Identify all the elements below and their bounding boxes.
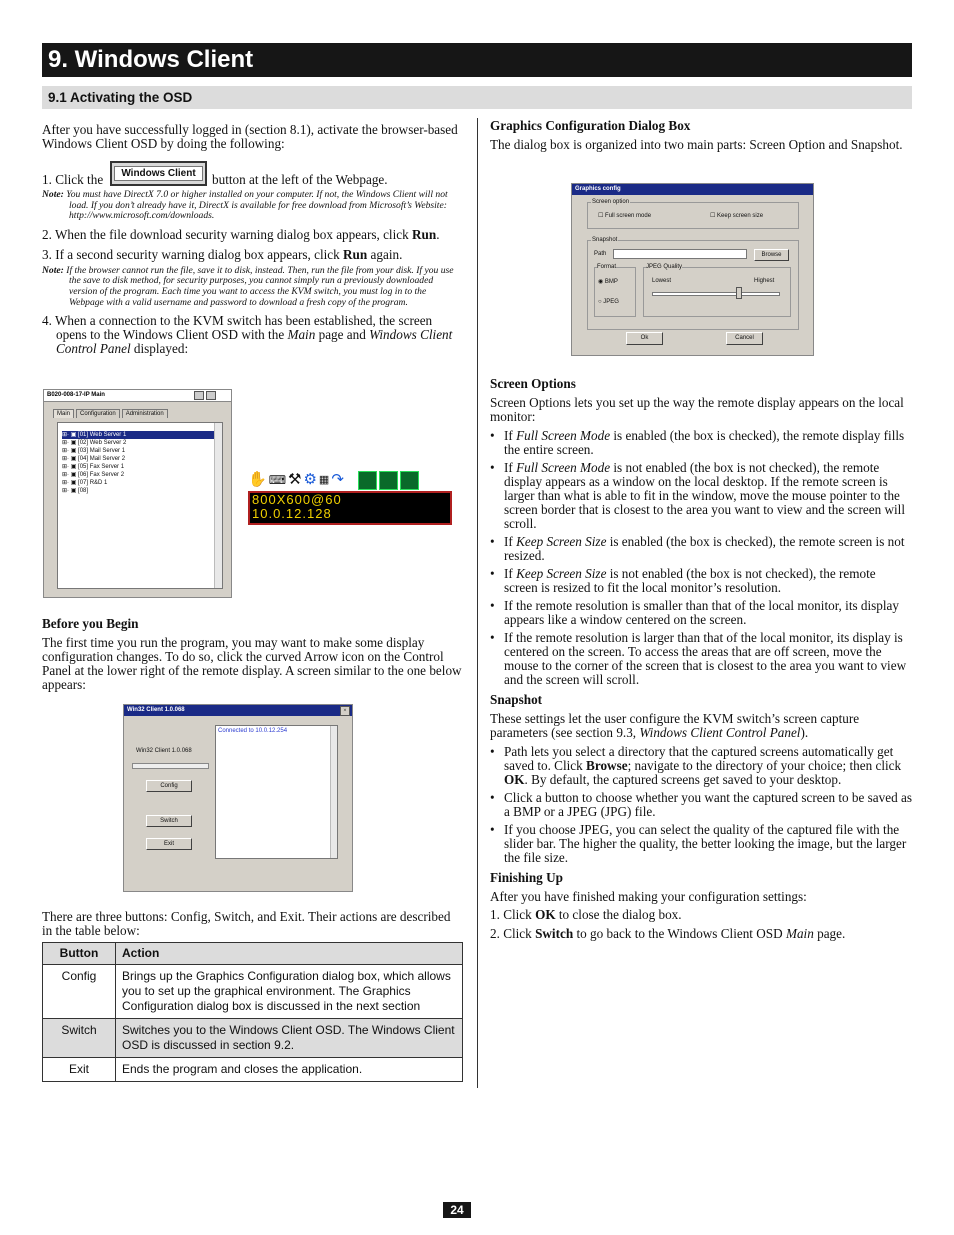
port-item[interactable]: ⊞· ▣ [04] Mail Server 2	[62, 456, 126, 462]
list-item: • If Keep Screen Size is not enabled (the box is not checked), the remote screen is resized to fit the local monitor’s resolution.	[490, 567, 912, 595]
note-2: Note: If the browser cannot run the file, save it to disk, instead. Then, run the file from your disk. If you use the save to disk method, for security purposes, you cannot simply run a previously downloaded version of the program. Each time you want to access the KVM switch, you must log in to the Webpage with a valid username and password to download a fresh copy of the program.	[42, 264, 454, 308]
close-icon[interactable]: ×	[340, 706, 350, 716]
screen-options-list	[490, 429, 912, 687]
list-item: • If Full Screen Mode is enabled (the box is checked), the remote display fills the entire screen.	[490, 429, 912, 457]
win32-label: Win32 Client 1.0.068	[136, 748, 192, 754]
log-scrollbar[interactable]	[330, 726, 337, 858]
snapshot-list	[490, 745, 912, 865]
note-1: Note: You must have DirectX 7.0 or higher installed on your computer. If not, the Windows Client will not load. If you don’t already have it, DirectX is available for free download from Microsoft’s Website: http://www.microsoft.com/downloads.	[42, 189, 448, 222]
path-input[interactable]	[613, 249, 747, 259]
table-header-action: Action	[116, 943, 463, 965]
exit-button[interactable]: Exit	[146, 838, 192, 850]
win32-client-screenshot	[123, 704, 353, 892]
port-item[interactable]: ⊞· ▣ [02] Web Server 2	[62, 440, 127, 446]
macro-icon[interactable]: ▦	[318, 474, 330, 486]
list-item: • Click a button to choose whether you want the captured screen to be saved as a BMP or a JPEG (JPG) file.	[490, 791, 912, 819]
finishing-heading: Finishing Up	[490, 870, 563, 885]
step-3: 3. If a second security warning dialog box appears, click Run again.	[42, 246, 403, 262]
port-item[interactable]: ⊞· ▣ [01] Web Server 1	[62, 431, 214, 439]
left-column	[42, 123, 462, 356]
table-row: Exit Ends the program and closes the application.	[43, 1058, 463, 1082]
port-list-scrollbar[interactable]	[214, 423, 222, 588]
step-4: 4. When a connection to the KVM switch has been established, the screen opens to the Windows Client OSD with the Main page and Windows Client Control Panel displayed:	[42, 313, 453, 357]
hammer-icon[interactable]: ⚒	[288, 472, 302, 488]
right-top	[490, 119, 912, 152]
switch-button[interactable]: Switch	[146, 815, 192, 827]
osd-main-screenshot	[43, 389, 232, 598]
tab-administration[interactable]: Administration	[122, 409, 168, 418]
port-item[interactable]: ⊞· ▣ [06] Fax Server 2	[62, 472, 125, 478]
osd-window-controls	[194, 391, 216, 403]
before-text: The first time you run the program, you may want to make some display configuration changes. To do so, click the curved Arrow icon on the Control Panel at the lower right of the remote display. A screen similar to the one below appears:	[42, 635, 462, 692]
list-item: • If Keep Screen Size is enabled (the box is checked), the remote screen is not resized.	[490, 535, 912, 563]
win32-progress	[132, 763, 209, 769]
windows-client-button[interactable]: Windows Client	[110, 161, 207, 186]
full-screen-checkbox[interactable]: ☐ Full screen mode	[598, 213, 652, 219]
page-title: 9. Windows Client	[42, 43, 912, 77]
buttons-table	[42, 942, 463, 1082]
before-section	[42, 617, 462, 692]
list-item: • If the remote resolution is larger than that of the local monitor, its display is centered on the screen. To access the areas that are off screen, move the mouse to the corner of the screen that is closest to the area you want to view and the screen will scroll.	[490, 631, 912, 687]
list-item: • Path lets you select a directory that the captured screens automatically get saved to. Click Browse; navigate to the directory of your choice; then click OK. By default, the captured screens get saved to your desktop.	[490, 745, 912, 787]
gfx-title: Graphics config	[572, 184, 813, 195]
control-panel-screenshot	[248, 469, 452, 525]
gc-text: The dialog box is organized into two main parts: Screen Option and Snapshot.	[490, 137, 903, 152]
snapshot-group: Snapshot Path Browse Format ◉ BMP ○ JPEG JPEG Quality Lowest Highest	[587, 240, 799, 330]
port-item[interactable]: ⊞· ▣ [08]	[62, 488, 89, 494]
hand-icon[interactable]: ✋	[248, 472, 267, 488]
quality-slider-thumb[interactable]	[736, 287, 742, 299]
screen-options-heading: Screen Options	[490, 376, 576, 391]
three-buttons-text: There are three buttons: Config, Switch, and Exit. Their actions are described in the table below:	[42, 909, 451, 938]
ok-button[interactable]: Ok	[626, 332, 663, 345]
port-item[interactable]: ⊞· ▣ [07] R&D 1	[62, 480, 108, 486]
page-number: 24	[443, 1202, 471, 1218]
graphics-config-screenshot	[571, 183, 814, 356]
tab-configuration[interactable]: Configuration	[76, 409, 120, 418]
ip-readout: 10.0.12.128	[252, 506, 332, 521]
resolution-readout: 800X600@60	[252, 492, 342, 507]
intro-text: After you have successfully logged in (section 8.1), activate the browser-based Windows Client OSD by doing the following:	[42, 122, 458, 151]
control-panel-toolbar	[248, 469, 452, 491]
right-bottom	[490, 377, 912, 941]
port-item[interactable]: ⊞· ▣ [05] Fax Server 1	[62, 464, 125, 470]
screen-options-text: Screen Options lets you set up the way the remote display appears on the local monitor:	[490, 395, 904, 424]
num-lock-icon[interactable]	[358, 471, 377, 490]
table-header-button: Button	[43, 943, 116, 965]
list-item: • If Full Screen Mode is not enabled (the box is not checked), the remote display appears as a window on the local desktop. If the remote screen is larger than what is able to fit in the window, move the mouse pointer to the screen border that is closest to the area you want to view and the screen will scroll.	[490, 461, 912, 531]
connection-log: Connected to 10.0.12.254	[215, 725, 338, 859]
column-divider	[477, 118, 478, 1088]
win32-title: Win32 Client 1.0.068	[124, 705, 352, 716]
quality-group: JPEG Quality Lowest Highest	[643, 267, 791, 317]
gc-heading: Graphics Configuration Dialog Box	[490, 118, 691, 133]
table-row: Switch Switches you to the Windows Client OSD. The Windows Client OSD is discussed in section 9.2.	[43, 1019, 463, 1058]
before-heading: Before you Begin	[42, 616, 139, 631]
finishing-text: After you have finished making your configuration settings:	[490, 889, 807, 904]
format-group: Format ◉ BMP ○ JPEG	[594, 267, 636, 317]
browse-button[interactable]: Browse	[754, 249, 789, 261]
quality-slider[interactable]	[652, 292, 780, 296]
step-1: 1. Click the Windows Client button at the left of the Webpage.	[42, 163, 462, 189]
keyboard-icon[interactable]: ⌨	[268, 473, 287, 487]
keep-size-checkbox[interactable]: ☐ Keep screen size	[710, 213, 764, 219]
curved-arrow-icon[interactable]: ↷	[331, 472, 344, 488]
snapshot-text: These settings let the user configure the KVM switch’s screen capture parameters (see section 9.3, Windows Client Control Panel).	[490, 711, 860, 740]
section-title: 9.1 Activating the OSD	[42, 86, 912, 109]
jpeg-radio[interactable]: ○ JPEG	[598, 299, 619, 305]
finishing-step-1: 1. Click OK to close the dialog box.	[490, 907, 682, 922]
list-item: • If the remote resolution is smaller than that of the local monitor, its display appears like a window centered on the screen.	[490, 599, 912, 627]
tab-main[interactable]: Main	[53, 409, 74, 418]
finishing-step-2: 2. Click Switch to go back to the Windows Client OSD Main page.	[490, 926, 846, 941]
config-button[interactable]: Config	[146, 780, 192, 792]
table-row: Config Brings up the Graphics Configuration dialog box, which allows you to set up the graphical environment. The Graphics Configuration dialog box is discussed in the next section	[43, 965, 463, 1019]
cancel-button[interactable]: Cancel	[726, 332, 763, 345]
screen-option-group: Screen option ☐ Full screen mode ☐ Keep screen size	[587, 202, 799, 229]
list-item: • If you choose JPEG, you can select the quality of the captured file with the slider bar. The higher the quality, the better looking the image, but the larger the file size.	[490, 823, 912, 865]
port-item[interactable]: ⊞· ▣ [03] Mail Server 1	[62, 448, 126, 454]
step-2: 2. When the file download security warning dialog box appears, click Run.	[42, 226, 440, 242]
caps-lock-icon[interactable]	[379, 471, 398, 490]
snapshot-heading: Snapshot	[490, 692, 543, 707]
control-panel-readout	[248, 491, 452, 525]
scroll-lock-icon[interactable]	[400, 471, 419, 490]
osd-title: B020-008-17-IP Main	[44, 390, 231, 402]
port-list	[57, 422, 223, 589]
gear-icon[interactable]: ⚙	[303, 472, 317, 488]
bmp-radio[interactable]: ◉ BMP	[598, 279, 618, 285]
